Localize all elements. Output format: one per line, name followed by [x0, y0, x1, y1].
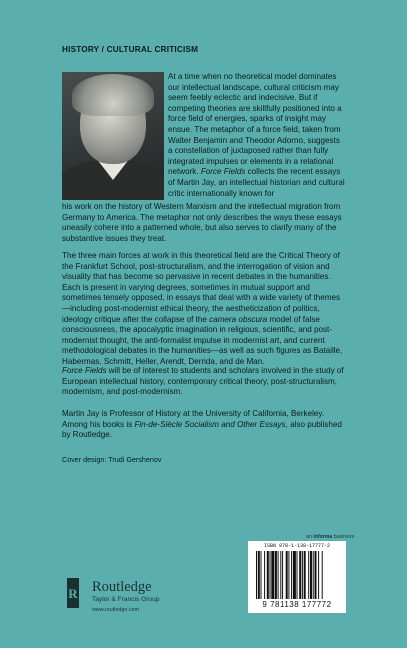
- informa-business-tag: an informa business: [306, 534, 355, 540]
- isbn-barcode: [248, 541, 346, 613]
- logo-letter: R: [68, 586, 78, 601]
- publisher-name: Routledge: [92, 579, 152, 595]
- cover-design-credit: Cover design: Trudi Gershenov: [62, 455, 162, 464]
- barcode-bars: [256, 551, 342, 599]
- blurb-paragraph-2: The three main forces at work in this theoretical field are the Critical Theory of the Frankfurt School, post-structuralism, and the interrogation of vision and visuality that has become so pervasive in recent debates in the humanities. Each is present in varying degrees, sometimes in mutual support and sometimes tensely opposed, in essays that deal with a wide variety of themes—including post-modernist ethical theory, the aestheticization of politics, ideology critique after the collapse of the camera obscura model of false consciousness, the apocalyptic imagination in religious, scientific, and post-modernist thought, the anti-formalist impulse in modernist art, and current methodological debates in the humanities—as well as such figures as Bataille, Habermas, Schmitt, Heller, Arendt, Derrida, and de Man.: [62, 251, 343, 366]
- blurb-paragraph-3: Force Fields will be of interest to students and scholars involved in the study of European intellectual history, contemporary critical theory, post-structuralism, modernism, and post-modernism.: [62, 366, 344, 397]
- blurb-paragraph-1-continued: his work on the history of Western Marxism and the intellectual migration from Germany to America. The metaphor not only describes the ways these essays uneasily cohere into a patterned whole, but also serves to clarify many of the substantive issues they treat.: [62, 202, 342, 243]
- category-label: HISTORY / CULTURAL CRITICISM: [62, 45, 199, 54]
- publisher-url: www.routledge.com: [92, 607, 140, 613]
- blurb-paragraph-1: At a time when no theoretical model dominates our intellectual landscape, cultural criticism may seem feebly eclectic and indecisive. But if competing theories are skillfully positioned into a force field of energies, sparks of insight may ensue. The metaphor of a force field, taken from Walter Benjamin and Theodor Adorno, suggests a constellation of juxtaposed rather than fully integrated impulses or elements in a relational network. Force Fields collects the recent essays of Martin Jay, an intellectual historian and cultural critic internationally known for: [168, 72, 345, 198]
- publisher-group: Taylor & Francis Group: [92, 596, 160, 603]
- isbn-label: ISBN 978-1-138-17777-2: [263, 543, 330, 549]
- author-bio: Martin Jay is Professor of History at the University of California, Berkeley. Among his books is Fin-de-Siècle Socialism and Other Essays, also published by Routledge.: [62, 409, 342, 440]
- author-photo: [62, 72, 164, 200]
- routledge-logo-icon: [64, 578, 82, 608]
- isbn-digits: 9 781138 177772: [262, 600, 332, 609]
